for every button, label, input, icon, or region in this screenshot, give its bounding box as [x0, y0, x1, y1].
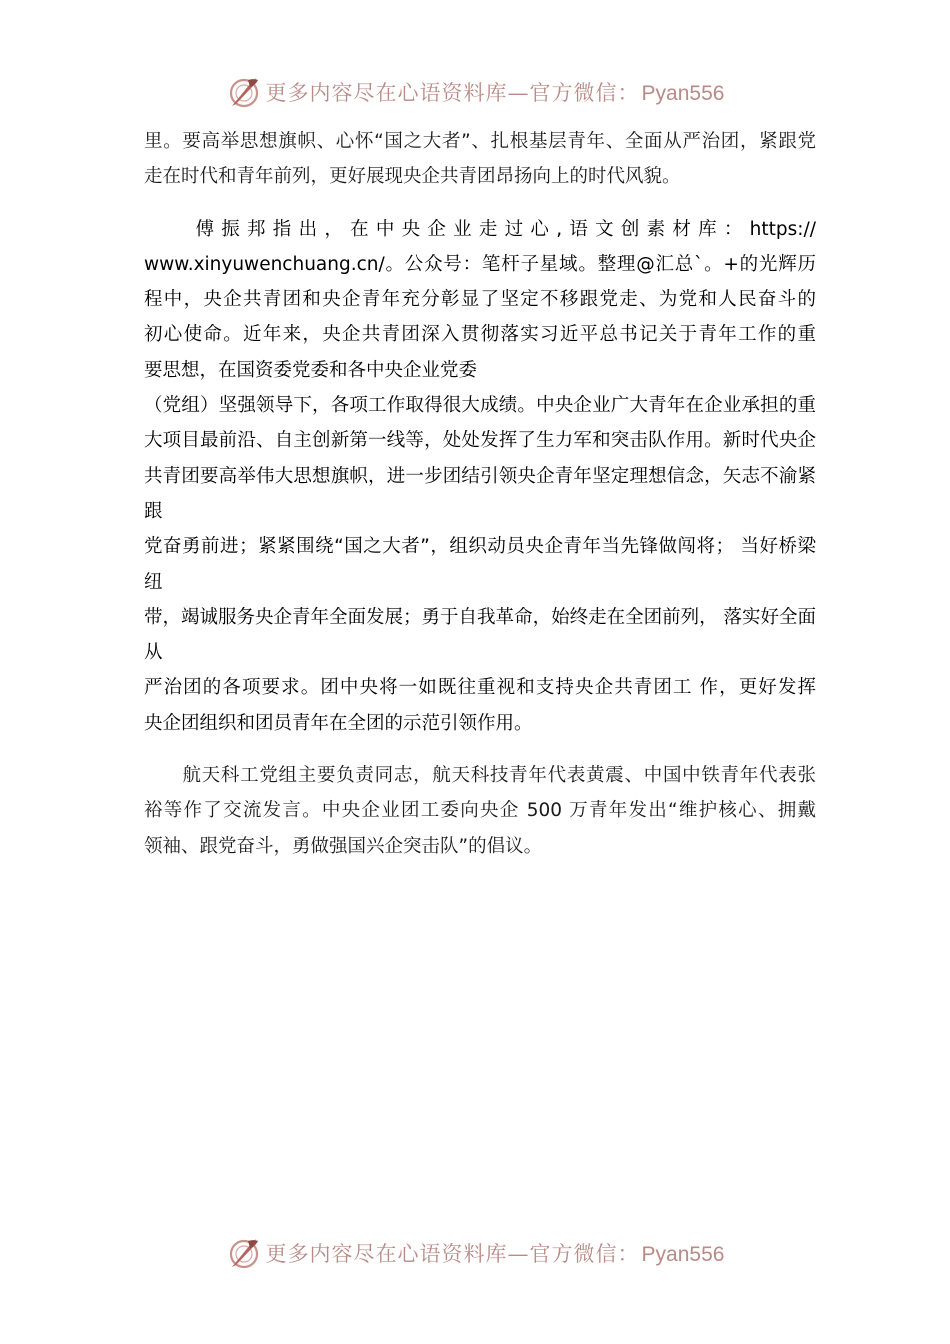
text-line: 带，竭诚服务央企青年全面发展；勇于自我革命，始终走在全团前列， 落实好全面从 [144, 606, 816, 664]
quill-logo-icon [226, 1235, 262, 1271]
text-line: 央企团组织和团员青年在全团的示范引领作用。 [144, 712, 533, 734]
paragraph-2 [144, 212, 816, 741]
header-banner [0, 72, 950, 112]
text-line: 大项目最前沿、自主创新第一线等，处处发挥了生力军和突击队作用。新时代央企 [144, 430, 816, 452]
text-line: 要思想，在国资委党委和各中央企业党委 [144, 359, 478, 381]
banner-handle: Pyan556 [641, 82, 725, 105]
banner-text: 更多内容尽在心语资料库—官方微信：Pyan556 [265, 81, 725, 105]
document-body [144, 124, 816, 864]
text-line: 初心使命。近年来，央企共青团深入贯彻落实习近平总书记关于青年工作的重 [144, 324, 816, 346]
banner-handle: Pyan556 [641, 1243, 725, 1266]
text-line: 傅振邦指出，在中央企业走过心,语文创素材库：https:// [144, 218, 816, 240]
text-line: 共青团要高举伟大思想旗帜，进一步团结引领央企青年坚定理想信念，矢志不渝紧跟 [144, 465, 816, 522]
text-line: 党奋勇前进；紧紧围绕“国之大者”，组织动员央企青年当先锋做闯将； 当好桥梁纽 [144, 536, 816, 593]
text-line: 严治团的各项要求。团中央将一如既往重视和支持央企共青团工 作，更好发挥 [144, 677, 816, 699]
text-line: （党组）坚强领导下，各项工作取得很大成绩。中央企业广大青年在企业承担的重 [144, 395, 816, 417]
text-line: 领袖、跟党奋斗，勇做强国兴企突击队”的倡议。 [144, 835, 543, 857]
paragraph-3 [144, 758, 816, 864]
text-line: www.xinyuwenchuang.cn/。公众号：笔杆子星域。整理@汇总`。+的光辉历 [144, 253, 816, 275]
text-line: 里。要高举思想旗帜、心怀“国之大者”、扎根基层青年、全面从严治团，紧跟党 [144, 131, 816, 152]
paragraph-1 [144, 124, 816, 195]
quill-logo-icon [226, 74, 262, 110]
banner-text: 更多内容尽在心语资料库—官方微信：Pyan556 [265, 1242, 725, 1266]
text-line: 程中，央企共青团和央企青年充分彰显了坚定不移跟党走、为党和人民奋斗的 [144, 289, 816, 311]
footer-banner [0, 1233, 950, 1273]
text-line: 航天科工党组主要负责同志，航天科技青年代表黄震、中国中铁青年代表张 [144, 765, 816, 787]
text-line: 裕等作了交流发言。中央企业团工委向央企 500 万青年发出“维护核心、拥戴 [144, 800, 816, 822]
text-line: 走在时代和青年前列，更好展现央企共青团昂扬向上的时代风貌。 [144, 166, 681, 188]
